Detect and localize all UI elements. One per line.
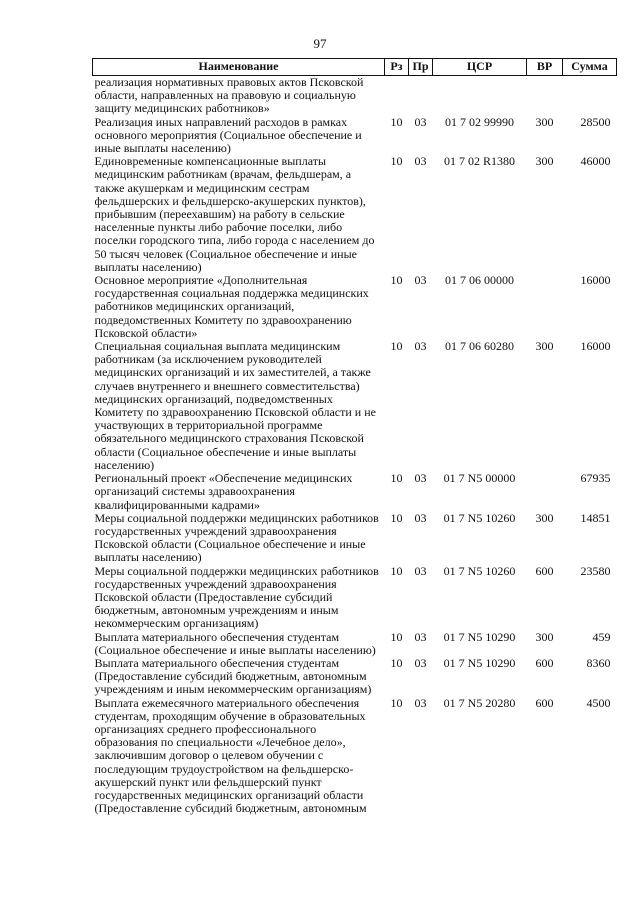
row-vr: 300 bbox=[535, 629, 554, 644]
row-rz: 10 bbox=[390, 273, 403, 288]
row-pr: 03 bbox=[414, 510, 427, 525]
row-vr: 600 bbox=[535, 695, 554, 710]
row-rz: 10 bbox=[390, 695, 403, 710]
row-sum bbox=[563, 76, 617, 116]
header-pr: Пр bbox=[409, 59, 433, 76]
row-sum: 46000 bbox=[580, 154, 611, 169]
row-vr: 300 bbox=[535, 510, 554, 525]
row-name: реализация нормативных правовых актов Псковской области, направленных на правовую и социальную защиту медицинских работников» bbox=[94, 75, 364, 116]
row-rz: 10 bbox=[390, 510, 403, 525]
row-name: Единовременные компенсационные выплаты медицинским работникам (врачам, фельдшерам, а также акушеркам и медицинским сестрам фельдшерских и фельдшерско-акушерских пунктов), прибывшим (переехавшим) на работу в сельские населенные пункты либо рабочие поселки, либо поселки городского типа, либо города с населением до 50 тысяч человек (Социальное обеспечение и иные выплаты населению) bbox=[94, 154, 375, 274]
row-csr bbox=[433, 76, 527, 116]
row-sum: 16000 bbox=[580, 339, 611, 354]
row-pr: 03 bbox=[414, 339, 427, 354]
table-row bbox=[93, 76, 617, 116]
row-pr: 03 bbox=[414, 471, 427, 486]
row-csr: 01 7 N5 10260 bbox=[443, 563, 516, 578]
row-rz: 10 bbox=[390, 471, 403, 486]
row-sum: 8360 bbox=[586, 655, 611, 670]
row-pr bbox=[409, 76, 433, 116]
row-sum: 14851 bbox=[580, 510, 611, 525]
table-row bbox=[93, 340, 617, 472]
row-name: Основное мероприятие «Дополнительная государственная социальная поддержка медицинских работников медицинских организаций, подведомственных Комитету по здравоохранению Псковской области» bbox=[94, 273, 369, 340]
row-name: Выплата материального обеспечения студентам (Социальное обеспечение и иные выплаты населению) bbox=[94, 629, 376, 657]
table-row bbox=[93, 697, 617, 816]
row-name: Региональный проект «Обеспечение медицинских организаций системы здравоохранения квалифицированными кадрами» bbox=[94, 471, 353, 512]
table-row bbox=[93, 565, 617, 631]
table-row bbox=[93, 116, 617, 156]
row-pr: 03 bbox=[414, 655, 427, 670]
table-row bbox=[93, 274, 617, 340]
row-sum: 23580 bbox=[580, 563, 611, 578]
row-csr: 01 7 N5 20280 bbox=[443, 695, 516, 710]
row-name: Специальная социальная выплата медицинским работникам (за исключением руководителей медицинских организаций и их заместителей, а также случаев внутреннего и внешнего совместительства) медицинских организаций, подведомственных Комитету по здравоохранению Псковской области и не участвующих в территориальной программе обязательного медицинского страхования Псковской области (Социальное обеспечение и иные выплаты населению) bbox=[94, 339, 376, 472]
row-rz: 10 bbox=[390, 339, 403, 354]
budget-table bbox=[92, 58, 617, 815]
row-vr bbox=[527, 472, 563, 512]
table-row bbox=[93, 472, 617, 512]
row-vr: 600 bbox=[535, 563, 554, 578]
row-name: Меры социальной поддержки медицинских работников государственных учреждений здравоохранения Псковской области (Предоставление субсидий бюджетным, автономным учреждениям и иным некоммерческим организациям) bbox=[94, 563, 379, 631]
row-sum: 459 bbox=[592, 629, 611, 644]
row-vr bbox=[527, 274, 563, 340]
row-pr: 03 bbox=[414, 273, 427, 288]
row-sum: 4500 bbox=[586, 695, 611, 710]
row-name: Меры социальной поддержки медицинских работников государственных учреждений здравоохранения Псковской области (Социальное обеспечение и иные выплаты населению) bbox=[94, 510, 379, 565]
row-sum: 28500 bbox=[580, 114, 611, 129]
row-pr: 03 bbox=[414, 563, 427, 578]
table-row bbox=[93, 512, 617, 565]
row-rz bbox=[385, 76, 409, 116]
header-rz: Рз bbox=[385, 59, 409, 76]
row-pr: 03 bbox=[414, 695, 427, 710]
row-name: Выплата ежемесячного материального обеспечения студентам, проходящим обучение в образовательных организациях среднего профессионального образования по специальности «Лечебное дело», заключившим договор о целевом обучении с последующим трудоустройством на фельдшерско-акушерский пункт или фельдшерский пункт государственных медицинских организаций области (Предоставление субсидий бюджетным, автономным bbox=[94, 695, 367, 816]
row-pr: 03 bbox=[414, 114, 427, 129]
header-vr: ВР bbox=[527, 59, 563, 76]
row-csr: 01 7 02 99990 bbox=[445, 114, 514, 129]
row-vr: 300 bbox=[535, 339, 554, 354]
row-name: Выплата материального обеспечения студентам (Предоставление субсидий бюджетным, автономным учреждениям и иным некоммерческим организациям) bbox=[94, 655, 372, 697]
row-csr: 01 7 N5 10290 bbox=[443, 629, 516, 644]
table-row bbox=[93, 657, 617, 697]
header-sum: Сумма bbox=[563, 59, 617, 76]
row-csr: 01 7 N5 10290 bbox=[443, 655, 516, 670]
row-rz: 10 bbox=[390, 154, 403, 169]
row-csr: 01 7 06 00000 bbox=[445, 273, 514, 288]
table-row bbox=[93, 155, 617, 274]
row-vr: 600 bbox=[535, 655, 554, 670]
row-vr: 300 bbox=[535, 154, 554, 169]
row-csr: 01 7 02 R1380 bbox=[443, 154, 515, 169]
row-rz: 10 bbox=[390, 655, 403, 670]
row-csr: 01 7 N5 10260 bbox=[443, 510, 516, 525]
header-csr: ЦСР bbox=[433, 59, 527, 76]
table-header-row bbox=[93, 59, 617, 76]
row-rz: 10 bbox=[390, 114, 403, 129]
row-csr: 01 7 N5 00000 bbox=[443, 471, 516, 486]
row-csr: 01 7 06 60280 bbox=[445, 339, 514, 354]
header-name: Наименование bbox=[93, 59, 385, 76]
row-name: Реализация иных направлений расходов в рамках основного мероприятия (Социальное обеспечение и иные выплаты населению) bbox=[94, 114, 362, 156]
row-sum: 67935 bbox=[580, 471, 611, 486]
row-pr: 03 bbox=[414, 154, 427, 169]
row-rz: 10 bbox=[390, 563, 403, 578]
page-number: 97 bbox=[313, 36, 327, 51]
row-vr: 300 bbox=[535, 114, 554, 129]
table-row bbox=[93, 631, 617, 657]
row-pr: 03 bbox=[414, 629, 427, 644]
row-vr bbox=[527, 76, 563, 116]
row-rz: 10 bbox=[390, 629, 403, 644]
row-sum: 16000 bbox=[580, 273, 611, 288]
